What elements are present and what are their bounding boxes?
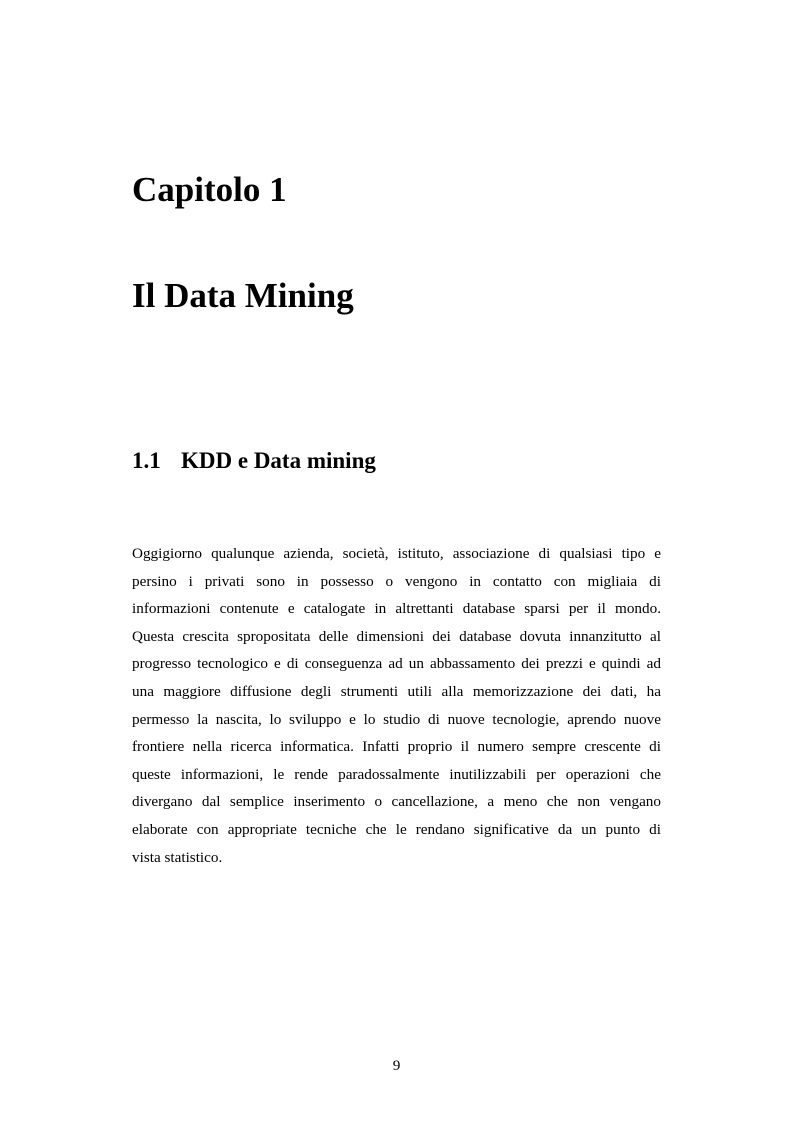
section-number: 1.1 <box>132 448 161 473</box>
paragraph-line: vista statistico. <box>132 848 223 866</box>
section-heading <box>132 446 376 476</box>
paragraph-line: permesso la nascita, lo sviluppo e lo studio di nuove tecnologie, aprendo nuove <box>132 710 661 728</box>
paragraph-line: frontiere nella ricerca informatica. Infatti proprio il numero sempre crescente di <box>132 738 661 756</box>
chapter-label: Capitolo 1 <box>132 170 287 209</box>
paragraph-line: divergano dal semplice inserimento o cancellazione, a meno che non vengano <box>132 793 661 811</box>
paragraph-line: Oggigiorno qualunque azienda, società, istituto, associazione di qualsiasi tipo e <box>132 545 661 562</box>
paragraph-line: progresso tecnologico e di conseguenza ad un abbassamento dei prezzi e quindi ad <box>132 655 661 673</box>
body-paragraph <box>132 540 661 871</box>
paragraph-line: elaborate con appropriate tecniche che le rendano significative da un punto di <box>132 820 661 838</box>
page-number: 9 <box>392 1057 401 1074</box>
paragraph-line: queste informazioni, le rende paradossalmente inutilizzabili per operazioni che <box>132 765 661 783</box>
paragraph-line: una maggiore diffusione degli strumenti utili alla memorizzazione dei dati, ha <box>132 682 661 700</box>
paragraph-line: Questa crescita spropositata delle dimensioni dei database dovuta innanzitutto al <box>132 627 661 645</box>
paragraph-line: persino i privati sono in possesso o vengono in contatto con migliaia di <box>132 572 661 590</box>
section-title: KDD e Data mining <box>181 448 376 473</box>
paragraph-line: informazioni contenute e catalogate in altrettanti database sparsi per il mondo. <box>132 600 661 618</box>
chapter-title: Il Data Mining <box>132 276 354 315</box>
